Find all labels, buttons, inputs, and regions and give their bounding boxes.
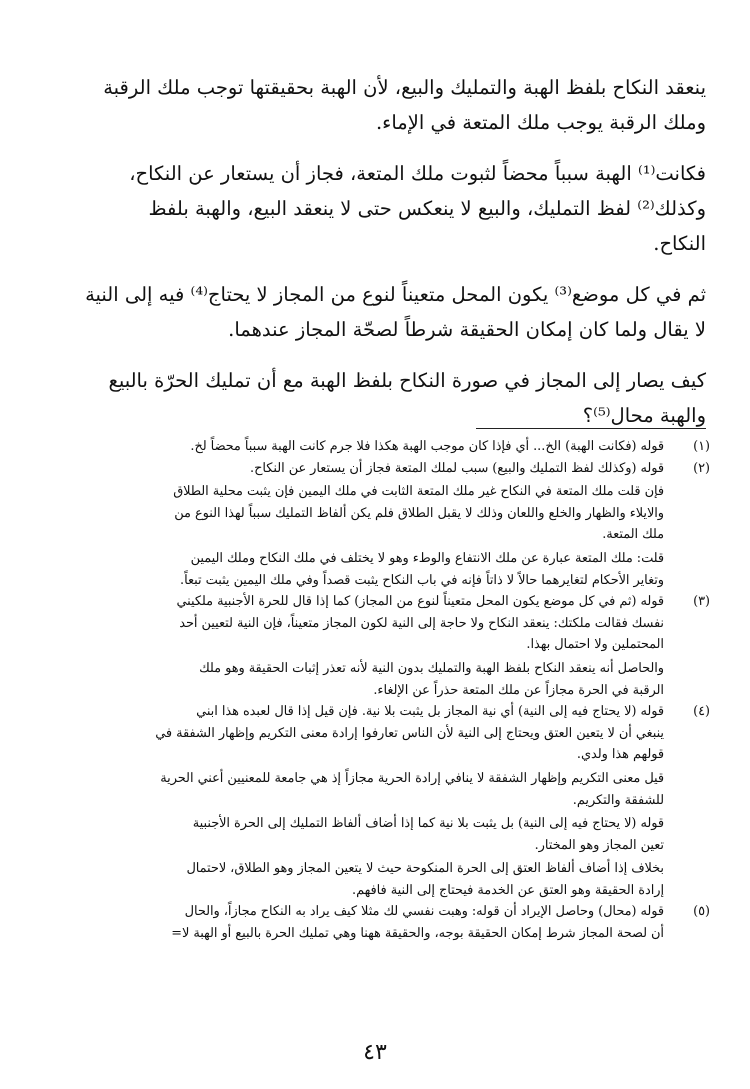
footnotes-section bbox=[44, 436, 710, 945]
text-line: والهبة محال⁽⁵⁾؟ bbox=[582, 404, 706, 427]
footnote-block bbox=[44, 701, 664, 766]
footnote-block bbox=[44, 768, 664, 811]
footnote-line: قوله (ثم في كل موضع يكون المحل متعيناً لنوع من المجاز) كما إذا قال للحرة الأجنبية ملكيني bbox=[176, 594, 664, 610]
text-line: ثم في كل موضع⁽³⁾ يكون المحل متعيناً لنوع من المجاز لا يحتاج⁽⁴⁾ فيه إلى النية bbox=[85, 283, 706, 306]
footnote-body bbox=[44, 901, 664, 944]
text-line: فكانت⁽¹⁾ الهبة سبباً محضاً لثبوت ملك المتعة، فجاز أن يستعار عن النكاح، bbox=[129, 162, 706, 185]
footnote-block bbox=[44, 436, 664, 458]
footnote-line: قلت: ملك المتعة عبارة عن ملك الانتفاع والوطء وهو لا يختلف في ملك النكاح وملك اليمين bbox=[190, 550, 664, 566]
footnote bbox=[44, 591, 710, 701]
footnote-block bbox=[44, 481, 664, 546]
footnote bbox=[44, 701, 710, 901]
footnote-line: إرادة الحقيقة وهو العتق عن الخدمة فيحتاج إلى النية فافهم. bbox=[352, 882, 664, 898]
text-line: لا يقال ولما كان إمكان الحقيقة شرطاً لصحّة المجاز عندهما. bbox=[228, 318, 706, 341]
text-line: ينعقد النكاح بلفظ الهبة والتمليك والبيع، لأن الهبة بحقيقتها توجب ملك الرقبة bbox=[103, 76, 706, 99]
footnote-line: تعين المجاز وهو المختار. bbox=[534, 837, 664, 853]
main-text bbox=[46, 70, 706, 449]
page-number: ٤٣ bbox=[363, 1040, 387, 1065]
footnote-line: وتغاير الأحكام لتغايرهما حالاً لا ذاتاً فإنه في باب النكاح يثبت قصداً وفي ملك اليمين يثبت تبعاً. bbox=[180, 572, 664, 588]
footnote bbox=[44, 458, 710, 592]
footnote-block bbox=[44, 901, 664, 944]
footnote-number: (٣) bbox=[693, 594, 710, 610]
footnote-line: الرقبة في الحرة مجازاً عن ملك المتعة حذراً عن الإلغاء. bbox=[373, 682, 664, 698]
footnote-line: قيل معنى التكريم وإظهار الشفقة لا ينافي إرادة الحرية مجازاً إذ هي جامعة للمعنيين أعني الحرية bbox=[160, 770, 664, 786]
footnote-line: قوله (وكذلك لفظ التمليك والبيع) سبب لملك المتعة فجاز أن يستعار عن النكاح. bbox=[250, 460, 664, 476]
footnote-line: أن لصحة المجاز شرط إمكان الحقيقة بوجه، والحقيقة ههنا وهي تمليك الحرة بالبيع أو الهبة لا= bbox=[171, 926, 664, 942]
footnote-line: قولهم هذا ولدي. bbox=[576, 747, 664, 763]
footnote-number: (٢) bbox=[693, 460, 710, 476]
footnote-block bbox=[44, 658, 664, 701]
footnote-block bbox=[44, 458, 664, 480]
footnote bbox=[44, 436, 710, 458]
text-line: كيف يصار إلى المجاز في صورة النكاح بلفظ الهبة مع أن تمليك الحرّة بالبيع bbox=[108, 369, 706, 392]
footnote-line: قوله (فكانت الهبة) الخ... أي فإذا كان موجب الهبة هكذا فلا جرم كانت الهبة سبباً محضاً لخ. bbox=[190, 439, 664, 454]
footnote-line: قوله (لا يحتاج فيه إلى النية) أي نية المجاز بل يثبت بلا نية. فإن قيل إذا قال لعبده هذا ابني bbox=[196, 704, 664, 720]
footnote-number: (٥) bbox=[693, 904, 710, 920]
footnote-block bbox=[44, 548, 664, 591]
footnote bbox=[44, 901, 710, 944]
text-line: وكذلك⁽²⁾ لفظ التمليك، والبيع لا ينعكس حتى لا ينعقد البيع، والهبة بلفظ bbox=[148, 197, 706, 220]
footnote-body bbox=[44, 591, 664, 701]
footnote-line: بخلاف إذا أضاف ألفاظ العتق إلى الحرة المنكوحة حيث لا يتعين المجاز وهو الطلاق، لاحتمال bbox=[186, 861, 664, 877]
footnote-line: قوله (محال) وحاصل الإيراد أن قوله: وهبت نفسي لك مثلا كيف يراد به النكاح مجازاً، والحال bbox=[184, 904, 664, 920]
main-paragraph bbox=[46, 70, 706, 140]
main-paragraph bbox=[46, 277, 706, 347]
footnote-line: والايلاء والظهار والخلع واللعان وذلك لا يقبل الطلاق فلم يكن ألفاظ التمليك سبباً لهذا النوع من bbox=[174, 505, 664, 521]
footnote-divider bbox=[476, 428, 706, 429]
text-line: وملك الرقبة يوجب ملك المتعة في الإماء. bbox=[375, 111, 706, 134]
footnote-number: (١) bbox=[693, 439, 710, 454]
footnote-number: (٤) bbox=[693, 704, 710, 720]
footnote-block bbox=[44, 813, 664, 856]
footnote-body bbox=[44, 436, 664, 458]
footnote-line: للشفقة والتكريم. bbox=[572, 792, 664, 808]
footnote-block bbox=[44, 591, 664, 656]
footnote-block bbox=[44, 858, 664, 901]
text-line: النكاح. bbox=[653, 232, 706, 255]
footnote-line: المحتملين ولا احتمال بهذا. bbox=[526, 637, 664, 653]
footnote-body bbox=[44, 458, 664, 592]
footnote-line: والحاصل أنه ينعقد النكاح بلفظ الهبة والتمليك بدون النية لأنه تعذر إثبات الحقيقة وهو ملك bbox=[199, 660, 664, 676]
main-paragraph bbox=[46, 363, 706, 433]
footnote-line: نفسك فقالت ملكتك: ينعقد النكاح ولا حاجة إلى النية لكون المجاز متعيناً، فإن النية لتعيين أحد bbox=[179, 615, 664, 631]
main-paragraph bbox=[46, 156, 706, 261]
footnote-body bbox=[44, 701, 664, 901]
footnote-line: فإن قلت ملك المتعة في النكاح غير ملك المتعة الثابت في ملك اليمين فإن يثبت محلية الطلاق bbox=[173, 484, 664, 500]
footnote-line: قوله (لا يحتاج فيه إلى النية) بل يثبت بلا نية كما إذا أضاف ألفاظ التمليك إلى الحرة الأجنبية bbox=[192, 816, 664, 832]
footnote-line: ينبغي أن لا يتعين العتق ويحتاج إلى النية لأن الناس تعارفوا إرادة معنى التكريم وإظهار الشفقة في bbox=[155, 725, 664, 741]
footnote-line: ملك المتعة. bbox=[602, 527, 664, 543]
